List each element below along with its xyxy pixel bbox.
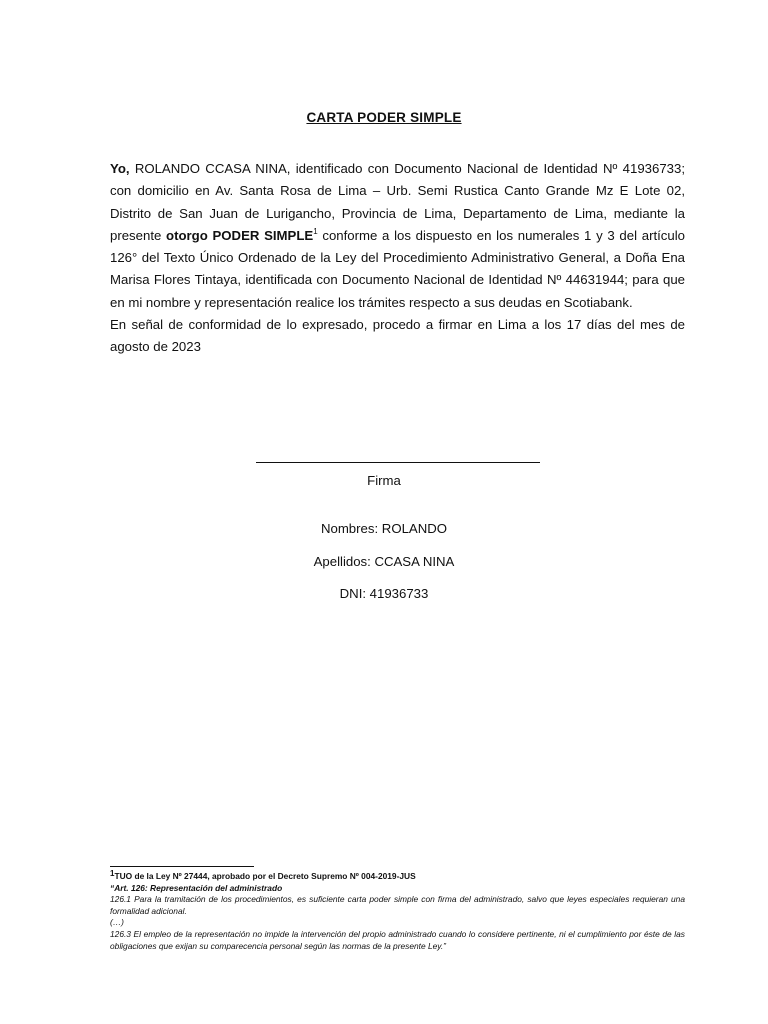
footnote-separator [110, 866, 254, 867]
footnote-heading: TUO de la Ley Nº 27444, aprobado por el Decreto Supremo Nº 004-2019-JUS [114, 871, 416, 881]
signer-surnames: Apellidos: CCASA NINA [313, 554, 455, 569]
document-title: CARTA PODER SIMPLE [306, 110, 462, 125]
footnote-block [110, 871, 685, 952]
footnote-heading-line [110, 871, 685, 883]
declaration-grant: otorgo PODER SIMPLE [166, 227, 314, 243]
footnote-paragraph-1: 126.1 Para la tramitación de los procedimientos, es suficiente carta poder simple con firma del administrado, salvo que leyes especiales requieran una formalidad adicional. [110, 894, 685, 916]
footnote-article-title: “Art. 126: Representación del administrado [110, 882, 283, 893]
footnote-reference: 1 [313, 226, 318, 236]
paragraph-declaration [110, 158, 685, 314]
declaration-text-a: ROLANDO CCASA NINA, identificado con Documento Nacional de Identidad Nº 41936733; con domicilio en Av. Santa Rosa de Lima – Urb. Semi Rustica Canto Grande Mz E Lote 02, Distrito de San Juan de Lurigancho, Provincia de Lima, Departamento de Lima, mediante la presente [110, 161, 685, 243]
signer-dni: DNI: 41936733 [339, 586, 429, 601]
declaration-text-b: conforme a los dispuesto en los numerales 1 y 3 del artículo 126° del Texto Único Ordenado de la Ley del Procedimiento Administrativo General, a Doña Ena Marisa Flores Tintaya, identificada con Documento Nacional de Identidad Nº 44631944; para que en mi nombre y representación realice los trámites respecto a sus deudas en Scotiabank. [110, 227, 685, 310]
declaration-opening: Yo, [110, 161, 130, 176]
signer-names: Nombres: ROLANDO [320, 521, 448, 536]
footnote-number: 1 [110, 869, 115, 878]
paragraph-conformity: En señal de conformidad de lo expresado, procedo a firmar en Lima a los 17 días del mes de agosto de 2023 [110, 317, 685, 355]
footnote-ellipsis: (…) [110, 917, 124, 928]
document-body [110, 158, 685, 359]
footnote-paragraph-3: 126.3 El empleo de la representación no impide la intervención del propio administrado cuando lo considere pertinente, ni el cumplimiento por éste de las obligaciones que exijan su comparecencia personal según las normas de la presente Ley.” [110, 928, 685, 951]
signature-line [256, 462, 540, 463]
signature-label: Firma [367, 473, 401, 488]
